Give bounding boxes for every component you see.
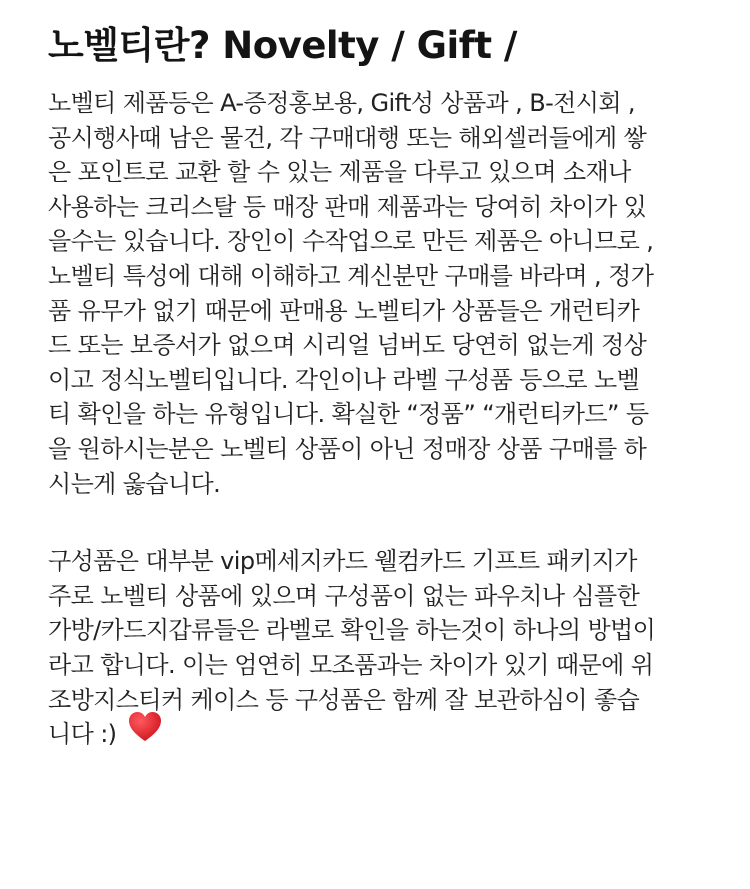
heart-shape: [128, 711, 162, 743]
red-heart-icon: [128, 711, 162, 753]
closing-text: 니다 :): [48, 720, 117, 749]
text-line: 품 유무가 없기 때문에 판매용 노벨티가 상품들은 개런티카: [48, 296, 640, 325]
text-line: 드 또는 보증서가 없으며 시리얼 넘버도 당연히 없는게 정상: [48, 331, 647, 360]
page-title: 노벨티란? Novelty / Gift /: [48, 24, 517, 67]
text-line: 사용하는 크리스탈 등 매장 판매 제품과는 당여히 차이가 있: [48, 192, 647, 221]
text-line: 구성품은 대부분 vip메세지카드 웰컴카드 기프트 패키지가: [48, 547, 637, 576]
text-line: 티 확인을 하는 유형입니다. 확실한 “정품” “개런티카드” 등: [48, 400, 649, 429]
text-line: 시는게 옳습니다.: [48, 469, 221, 498]
paragraph-components: [48, 544, 728, 752]
text-line-last: [48, 717, 728, 752]
text-line: 이고 정식노벨티입니다. 각인이나 라벨 구성품 등으로 노벨: [48, 365, 640, 394]
text-line: 노벨티 제품등은 A-증정홍보용, Gift성 상품과 , B-전시회 ,: [48, 89, 635, 117]
text-line: 조방지스티커 케이스 등 구성품은 함께 잘 보관하심이 좋습: [48, 685, 640, 714]
text-line: 라고 합니다. 이는 엄연히 모조품과는 차이가 있기 때문에 위: [48, 650, 654, 679]
text-line: 노벨티 특성에 대해 이해하고 계신분만 구매를 바라며 , 정가: [48, 261, 654, 290]
text-line: 은 포인트로 교환 할 수 있는 제품을 다루고 있으며 소재나: [48, 158, 631, 187]
text-line: 가방/카드지갑류들은 라벨로 확인을 하는것이 하나의 방법이: [48, 616, 656, 645]
article: [48, 18, 728, 752]
text-line: 을수는 있습니다. 장인이 수작업으로 만든 제품은 아니므로 ,: [48, 227, 654, 256]
paragraph-novelty-description: [48, 86, 728, 501]
text-line: 을 원하시는분은 노벨티 상품이 아닌 정매장 상품 구매를 하: [48, 434, 647, 463]
text-line: 주로 노벨티 상품에 있으며 구성품이 없는 파우치나 심플한: [48, 581, 640, 610]
text-line: 공시행사때 남은 물건, 각 구매대행 또는 해외셀러들에게 쌓: [48, 123, 647, 152]
